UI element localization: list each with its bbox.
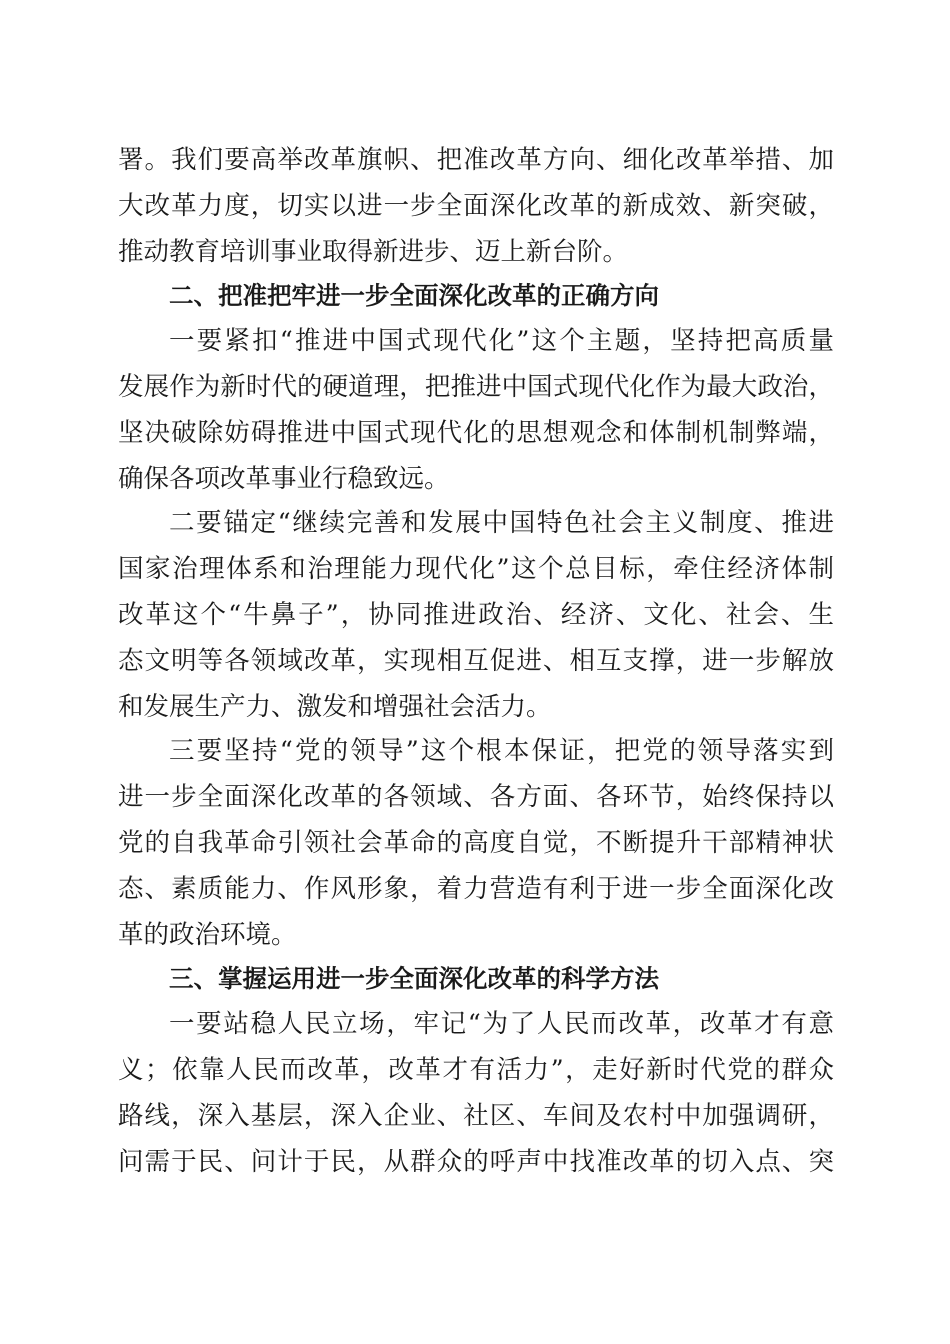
section-heading-three: 三、掌握运用进一步全面深化改革的科学方法 <box>169 964 659 993</box>
text-line: 问需于民、问计于民，从群众的呼声中找准改革的切入点、突 <box>118 1147 834 1177</box>
text-line: 和发展生产力、激发和增强社会活力。 <box>118 692 552 722</box>
text-line: 一要站稳人民立场，牢记“为了人民而改革，改革才有意 <box>169 1009 834 1039</box>
text-line: 发展作为新时代的硬道理，把推进中国式现代化作为最大政治， <box>118 372 834 402</box>
text-line: 改革这个“牛鼻子”，协同推进政治、经济、文化、社会、生 <box>118 600 834 630</box>
text-line: 一要紧扣“推进中国式现代化”这个主题，坚持把高质量 <box>169 326 834 356</box>
text-line: 义；依靠人民而改革，改革才有活力”，走好新时代党的群众 <box>118 1055 834 1085</box>
text-line: 大改革力度，切实以进一步全面深化改革的新成效、新突破， <box>118 191 834 221</box>
text-line: 三要坚持“党的领导”这个根本保证，把党的领导落实到 <box>169 736 834 766</box>
text-line: 路线，深入基层，深入企业、社区、车间及农村中加强调研， <box>118 1101 834 1131</box>
text-line: 二要锚定“继续完善和发展中国特色社会主义制度、推进 <box>169 508 834 538</box>
text-line: 推动教育培训事业取得新进步、迈上新台阶。 <box>118 237 629 267</box>
section-heading-two: 二、把准把牢进一步全面深化改革的正确方向 <box>169 281 659 310</box>
text-line: 坚决破除妨碍推进中国式现代化的思想观念和体制机制弊端， <box>118 418 834 448</box>
text-line: 党的自我革命引领社会革命的高度自觉，不断提升干部精神状 <box>118 828 834 858</box>
text-line: 态文明等各领域改革，实现相互促进、相互支撑，进一步解放 <box>118 646 834 676</box>
text-line: 确保各项改革事业行稳致远。 <box>118 464 450 494</box>
text-line: 态、素质能力、作风形象，着力营造有利于进一步全面深化改 <box>118 874 834 904</box>
text-line: 国家治理体系和治理能力现代化”这个总目标，牵住经济体制 <box>118 554 834 584</box>
text-line: 署。我们要高举改革旗帜、把准改革方向、细化改革举措、加 <box>118 145 834 175</box>
text-line: 革的政治环境。 <box>118 920 297 950</box>
text-line: 进一步全面深化改革的各领域、各方面、各环节，始终保持以 <box>118 782 834 812</box>
